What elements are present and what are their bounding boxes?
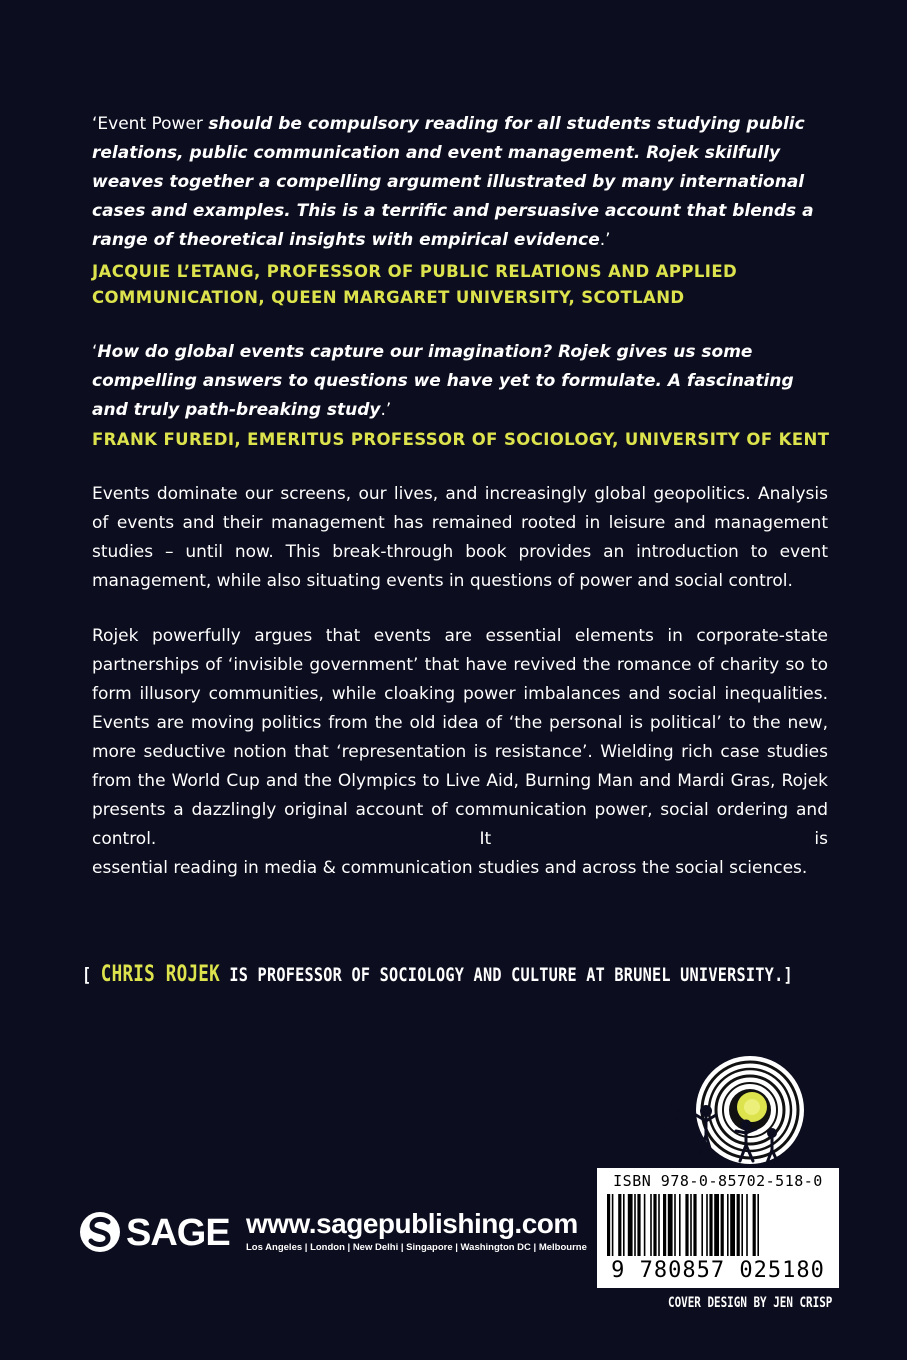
publisher-cities: Los Angeles | London | New Delhi | Singapore | Washington DC | Melbourne [246, 1242, 587, 1253]
author-bio-open-bracket: [ [82, 964, 101, 986]
swirl-figures-icon [660, 1055, 810, 1170]
quote-1-attribution-line1: JACQUIE L’ETANG, PROFESSOR OF PUBLIC RELATIONS AND APPLIED [92, 262, 738, 281]
quote-2-body: How do global events capture our imagination? Rojek gives us some compelling answers to questions we have yet to formulate. A fascinating and truly path-breaking study [92, 342, 794, 420]
author-bio-text: IS PROFESSOR OF SOCIOLOGY AND CULTURE AT BRUNEL UNIVERSITY. [219, 964, 784, 986]
isbn-barcode [597, 1168, 839, 1288]
cover-design-credit: COVER DESIGN BY JEN CRISP [668, 1295, 833, 1311]
description-paragraph-1-last: management, while also situating events in questions of power and social control. [92, 571, 793, 591]
author-name: CHRIS ROJEK [100, 962, 220, 987]
quote-1-body: should be compulsory reading for all students studying public relations, public communication and event management. Rojek skilfully weaves together a compelling argument illustrated by many international cases and examples. This is a terrific and persuasive account that blends a range of theoretical insights with empirical evidence [92, 114, 814, 250]
publisher-url[interactable]: www.sagepublishing.com [246, 1208, 578, 1239]
quote-1-attribution-line2: COMMUNICATION, QUEEN MARGARET UNIVERSITY, SCOTLAND [92, 288, 685, 307]
quote-2 [92, 338, 830, 453]
quote-1-open: ‘Event Power [92, 114, 209, 134]
publisher-name: SAGE [126, 1212, 230, 1254]
description-paragraph-2-last: essential reading in media & communication studies and across the social sciences. [92, 858, 808, 878]
ean-number: 9 780857 025180 [611, 1258, 825, 1283]
quote-1 [92, 110, 830, 311]
description-paragraph-2-main: Rojek powerfully argues that events are essential elements in corporate-state partnerships of ‘invisible government’ that have revived the romance of charity so to form illusory communities, while cloaking power imbalances and social inequalities. Events are moving politics from the old idea of ‘the personal is political’ to the new, more seductive notion that ‘representation is resistance’. Wielding rich case studies from the World Cup and the Olympics to Live Aid, Burning Man and Mardi Gras, Rojek presents a dazzlingly original account of communication power, social ordering and control. It is [92, 626, 828, 849]
publisher-block [78, 1208, 587, 1268]
quote-2-close: .’ [380, 400, 392, 420]
description-paragraph-1 [92, 480, 828, 596]
author-bio [82, 962, 793, 987]
sage-logo-icon [78, 1210, 122, 1254]
quote-1-close: .’ [599, 230, 611, 250]
description-paragraph-2 [92, 622, 828, 883]
quote-2-attribution: FRANK FUREDI, EMERITUS PROFESSOR OF SOCIOLOGY, UNIVERSITY OF KENT [92, 430, 830, 449]
series-logo [660, 1055, 810, 1170]
quote-1-attribution [92, 259, 830, 311]
quote-2-open: ‘ [92, 342, 98, 362]
author-bio-close-bracket: ] [783, 964, 793, 986]
barcode-bars-icon [607, 1194, 829, 1256]
description-paragraph-1-main: Events dominate our screens, our lives, and increasingly global geopolitics. Analysis of events and their management has remained rooted in leisure and management studies – until now. This break-through book provides an introduction to event [92, 484, 828, 562]
isbn-number: ISBN 978-0-85702-518-0 [613, 1172, 823, 1190]
